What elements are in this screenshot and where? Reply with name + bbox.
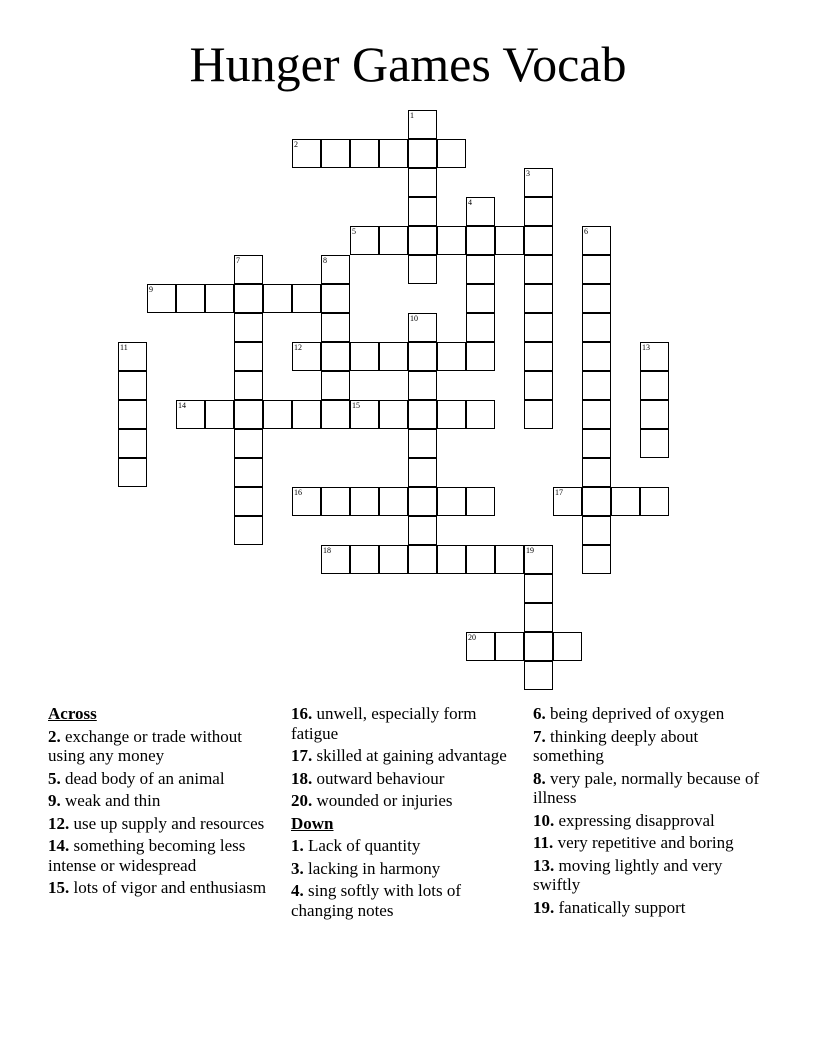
grid-cell[interactable] (118, 371, 147, 400)
grid-cell[interactable] (321, 400, 350, 429)
grid-cell[interactable] (466, 226, 495, 255)
clue-number: 9. (48, 791, 61, 810)
clue-number: 11. (533, 833, 554, 852)
clue-number: 7. (533, 726, 546, 746)
grid-cell[interactable] (234, 255, 263, 284)
grid-cell[interactable] (408, 226, 437, 255)
clue-number: 17. (291, 746, 313, 765)
grid-cell[interactable] (292, 487, 321, 516)
grid-cell[interactable] (466, 487, 495, 516)
grid-cell[interactable] (582, 458, 611, 487)
grid-cell[interactable] (321, 139, 350, 168)
clue-number: 16. (291, 704, 313, 723)
clue-across-12 (48, 814, 280, 834)
cell-number: 14 (178, 401, 186, 410)
grid-cell[interactable] (437, 342, 466, 371)
grid-cell[interactable] (234, 342, 263, 371)
grid-cell[interactable] (263, 284, 292, 313)
clue-number: 18. (291, 768, 313, 788)
grid-cell[interactable] (350, 342, 379, 371)
cell-number: 3 (526, 169, 530, 178)
grid-cell[interactable] (524, 371, 553, 400)
clue-down-4 (291, 881, 523, 920)
grid-cell[interactable] (437, 487, 466, 516)
grid-cell[interactable] (408, 255, 437, 284)
grid-cell[interactable] (524, 545, 553, 574)
grid-cell[interactable] (466, 545, 495, 574)
grid-cell[interactable] (321, 487, 350, 516)
grid-cell[interactable] (234, 458, 263, 487)
grid-cell[interactable] (640, 429, 669, 458)
cell-number: 10 (410, 314, 418, 323)
grid-cell[interactable] (524, 313, 553, 342)
clue-text: moving lightly and very swiftly (533, 855, 723, 894)
cell-number: 16 (294, 488, 302, 497)
clue-number: 5. (48, 768, 61, 788)
grid-cell[interactable] (321, 545, 350, 574)
clue-text: being deprived of oxygen (550, 704, 725, 723)
cell-number: 20 (468, 633, 476, 642)
cell-number: 4 (468, 198, 472, 207)
cell-number: 15 (352, 401, 360, 410)
clue-number: 2. (48, 726, 61, 746)
clue-across-15 (48, 878, 280, 898)
grid-cell[interactable] (582, 313, 611, 342)
clue-across-5 (48, 769, 280, 789)
grid-cell[interactable] (408, 429, 437, 458)
grid-cell[interactable] (466, 313, 495, 342)
grid-cell[interactable] (321, 342, 350, 371)
grid-cell[interactable] (582, 255, 611, 284)
grid-cell[interactable] (379, 226, 408, 255)
clue-number: 1. (291, 836, 304, 855)
grid-cell[interactable] (176, 284, 205, 313)
grid-cell[interactable] (582, 545, 611, 574)
clue-number: 8. (533, 768, 546, 788)
cell-number: 18 (323, 546, 331, 555)
grid-cell[interactable] (408, 545, 437, 574)
cell-number: 12 (294, 343, 302, 352)
clue-text: thinking deeply about something (533, 726, 699, 765)
clue-down-3 (291, 859, 523, 879)
grid-cell[interactable] (640, 487, 669, 516)
clue-across-9 (48, 791, 280, 811)
grid-cell[interactable] (524, 168, 553, 197)
grid-cell[interactable] (292, 400, 321, 429)
grid-cell[interactable] (582, 516, 611, 545)
clue-number: 3. (291, 858, 304, 878)
grid-cell[interactable] (321, 313, 350, 342)
grid-cell[interactable] (524, 661, 553, 690)
grid-cell[interactable] (118, 429, 147, 458)
grid-cell[interactable] (205, 284, 234, 313)
grid-cell[interactable] (524, 400, 553, 429)
cell-number: 11 (120, 343, 128, 352)
grid-cell[interactable] (292, 342, 321, 371)
grid-cell[interactable] (379, 342, 408, 371)
grid-cell[interactable] (582, 429, 611, 458)
grid-cell[interactable] (350, 226, 379, 255)
grid-cell[interactable] (582, 284, 611, 313)
clue-number: 13. (533, 855, 555, 875)
grid-cell[interactable] (408, 487, 437, 516)
clue-down-1 (291, 836, 523, 856)
grid-cell[interactable] (408, 400, 437, 429)
clue-number: 14. (48, 836, 70, 855)
grid-cell[interactable] (466, 632, 495, 661)
clue-text: expressing disapproval (558, 810, 715, 830)
grid-cell[interactable] (437, 400, 466, 429)
grid-cell[interactable] (408, 110, 437, 139)
grid-cell[interactable] (321, 371, 350, 400)
cell-number: 17 (555, 488, 563, 497)
grid-cell[interactable] (640, 400, 669, 429)
grid-cell[interactable] (640, 342, 669, 371)
clue-column-3 (533, 704, 773, 920)
grid-cell[interactable] (582, 226, 611, 255)
grid-cell[interactable] (495, 632, 524, 661)
grid-cell[interactable] (321, 255, 350, 284)
grid-cell[interactable] (147, 284, 176, 313)
grid-cell[interactable] (234, 313, 263, 342)
grid-cell[interactable] (292, 139, 321, 168)
grid-cell[interactable] (234, 284, 263, 313)
clue-text: weak and thin (65, 791, 161, 810)
clue-number: 15. (48, 878, 70, 897)
clue-number: 20. (291, 791, 313, 810)
grid-cell[interactable] (118, 342, 147, 371)
clue-text: use up supply and resources (73, 813, 265, 833)
grid-cell[interactable] (553, 632, 582, 661)
clue-text: lacking in harmony (308, 858, 441, 878)
page-title: Hunger Games Vocab (189, 36, 627, 92)
grid-cell[interactable] (118, 400, 147, 429)
grid-cell[interactable] (582, 487, 611, 516)
clue-number: 12. (48, 813, 70, 833)
grid-cell[interactable] (408, 197, 437, 226)
grid-cell[interactable] (321, 284, 350, 313)
grid-cell[interactable] (466, 342, 495, 371)
clue-text: wounded or injuries (316, 791, 453, 810)
clue-column-2 (291, 704, 523, 923)
cell-number: 1 (410, 111, 414, 120)
clue-text: sing softly with lots of changing notes (291, 881, 462, 920)
clue-text: lots of vigor and enthusiasm (73, 878, 267, 897)
clue-text: fanatically support (558, 897, 686, 917)
grid-cell[interactable] (524, 342, 553, 371)
clue-across-14 (48, 836, 280, 875)
clue-across-16 (291, 704, 523, 743)
grid-cell[interactable] (437, 226, 466, 255)
grid-cell[interactable] (524, 603, 553, 632)
clue-down-11 (533, 833, 773, 853)
grid-cell[interactable] (408, 371, 437, 400)
grid-cell[interactable] (640, 371, 669, 400)
grid-cell[interactable] (495, 226, 524, 255)
clue-across-20 (291, 791, 523, 811)
cell-number: 8 (323, 256, 327, 265)
grid-cell[interactable] (234, 487, 263, 516)
grid-cell[interactable] (437, 545, 466, 574)
clue-number: 4. (291, 881, 304, 900)
clue-text: exchange or trade without using any money (48, 726, 243, 765)
grid-cell[interactable] (408, 168, 437, 197)
clue-down-10 (533, 811, 773, 831)
clue-number: 6. (533, 704, 546, 723)
grid-cell[interactable] (408, 313, 437, 342)
grid-cell[interactable] (234, 429, 263, 458)
clue-column-1 (48, 704, 280, 901)
grid-cell[interactable] (466, 197, 495, 226)
clue-across-17 (291, 746, 523, 766)
grid-cell[interactable] (582, 371, 611, 400)
grid-cell[interactable] (292, 284, 321, 313)
clue-down-7 (533, 727, 773, 766)
grid-cell[interactable] (350, 139, 379, 168)
grid-cell[interactable] (611, 487, 640, 516)
grid-cell[interactable] (350, 487, 379, 516)
across-heading: Across (48, 704, 97, 723)
cell-number: 7 (236, 256, 240, 265)
grid-cell[interactable] (524, 226, 553, 255)
grid-cell[interactable] (524, 284, 553, 313)
clue-text: skilled at gaining advantage (316, 746, 507, 765)
grid-cell[interactable] (582, 400, 611, 429)
grid-cell[interactable] (234, 516, 263, 545)
cell-number: 9 (149, 285, 153, 294)
grid-cell[interactable] (553, 487, 582, 516)
grid-cell[interactable] (234, 371, 263, 400)
cell-number: 6 (584, 227, 588, 236)
clue-text: dead body of an animal (65, 768, 225, 788)
grid-cell[interactable] (466, 400, 495, 429)
clue-text: something becoming less intense or widespread (48, 836, 246, 875)
clue-down-13 (533, 856, 773, 895)
grid-cell[interactable] (118, 458, 147, 487)
grid-cell[interactable] (466, 255, 495, 284)
grid-cell[interactable] (408, 516, 437, 545)
grid-cell[interactable] (495, 545, 524, 574)
grid-cell[interactable] (379, 487, 408, 516)
cell-number: 2 (294, 140, 298, 149)
grid-cell[interactable] (379, 400, 408, 429)
down-heading: Down (291, 813, 334, 833)
grid-cell[interactable] (263, 400, 292, 429)
grid-cell[interactable] (408, 458, 437, 487)
clue-text: very pale, normally because of illness (533, 768, 760, 807)
clue-across-2 (48, 727, 280, 766)
grid-cell[interactable] (582, 342, 611, 371)
clue-text: outward behaviour (316, 768, 445, 788)
grid-cell[interactable] (205, 400, 234, 429)
grid-cell[interactable] (234, 400, 263, 429)
clue-text: very repetitive and boring (557, 833, 734, 852)
clue-down-6 (533, 704, 773, 724)
clue-number: 10. (533, 810, 555, 830)
grid-cell[interactable] (408, 139, 437, 168)
grid-cell[interactable] (524, 632, 553, 661)
grid-cell[interactable] (408, 342, 437, 371)
grid-cell[interactable] (466, 284, 495, 313)
grid-cell[interactable] (524, 574, 553, 603)
grid-cell[interactable] (350, 545, 379, 574)
grid-cell[interactable] (176, 400, 205, 429)
grid-cell[interactable] (350, 400, 379, 429)
grid-cell[interactable] (437, 139, 466, 168)
grid-cell[interactable] (524, 255, 553, 284)
grid-cell[interactable] (379, 545, 408, 574)
clue-number: 19. (533, 897, 555, 917)
clue-down-8 (533, 769, 773, 808)
grid-cell[interactable] (379, 139, 408, 168)
clue-down-19 (533, 898, 773, 918)
clue-text: Lack of quantity (308, 836, 421, 855)
grid-cell[interactable] (524, 197, 553, 226)
clue-across-18 (291, 769, 523, 789)
cell-number: 13 (642, 343, 650, 352)
cell-number: 5 (352, 227, 356, 236)
cell-number: 19 (526, 546, 534, 555)
clue-text: unwell, especially form fatigue (291, 704, 477, 743)
